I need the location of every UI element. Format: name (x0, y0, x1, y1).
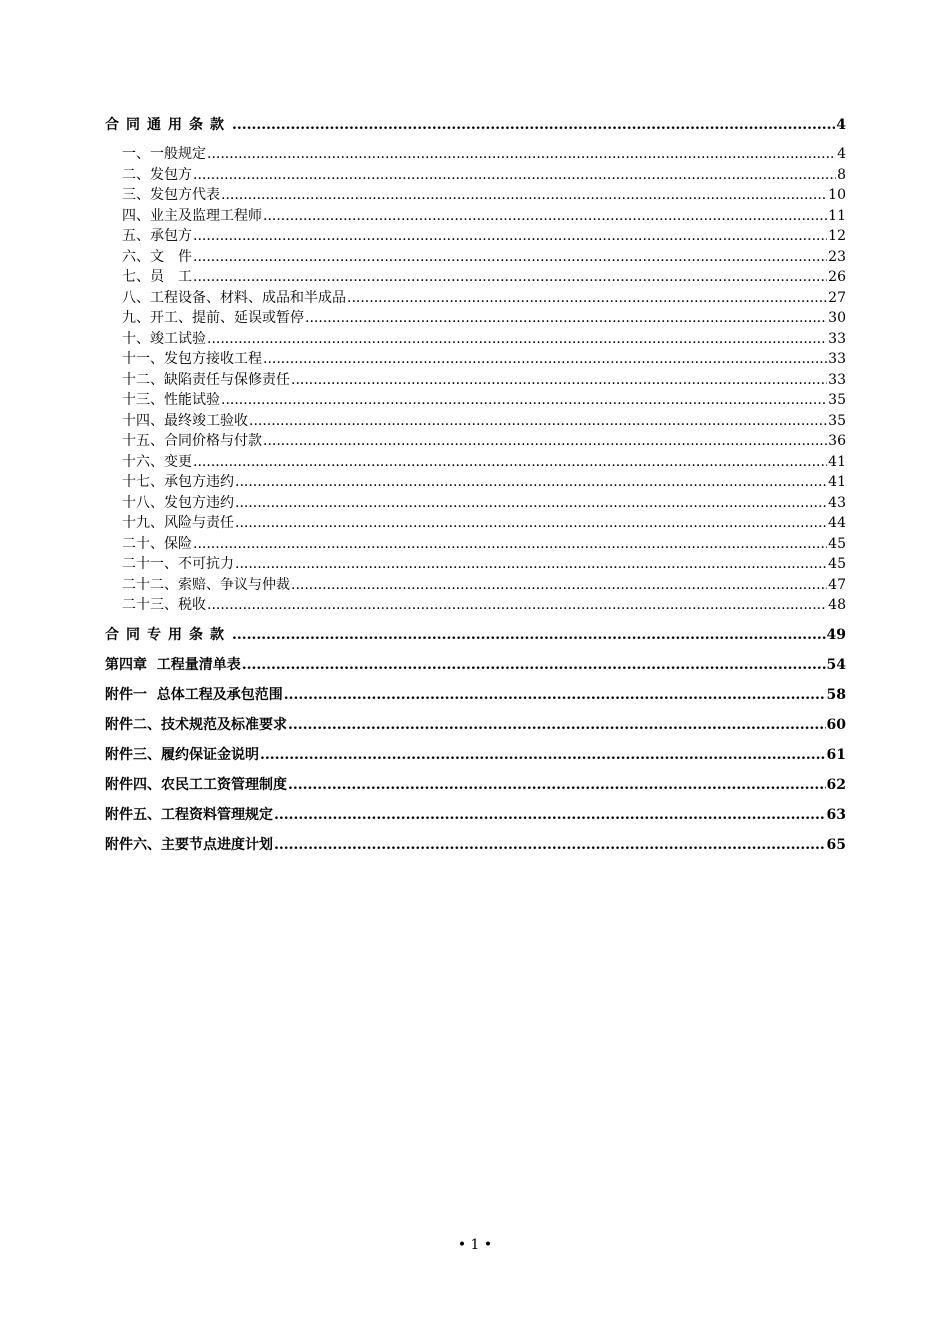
toc-entry-special-clauses[interactable] (105, 624, 846, 646)
toc-entry-page: 49 (826, 626, 846, 643)
toc-dot-leader (193, 452, 827, 473)
toc-entry-annex5[interactable] (105, 804, 846, 826)
toc-entry-title: 附件三、履约保证金说明 (105, 746, 259, 763)
toc-entry[interactable] (105, 431, 846, 452)
toc-entry-page: 8 (837, 166, 846, 183)
toc-entry-page: 35 (828, 392, 846, 408)
toc-entry-title: 十八、发包方违约 (122, 494, 234, 511)
toc-dot-leader (193, 165, 836, 186)
toc-entry-title: 十三、性能试验 (122, 392, 220, 408)
toc-entry[interactable] (105, 329, 846, 350)
toc-dot-leader (235, 554, 827, 575)
toc-entry[interactable] (105, 247, 846, 268)
toc-dot-leader (274, 804, 826, 826)
toc-entry[interactable] (105, 534, 846, 555)
toc-entry-title: 附件六、主要节点进度计划 (105, 836, 273, 853)
toc-entry-title: 五、承包方 (122, 228, 192, 244)
toc-entry-page: 60 (826, 716, 846, 733)
toc-entry-title: 三、发包方代表 (122, 187, 220, 203)
toc-entry-annex6[interactable] (105, 834, 846, 856)
toc-entry-chapter4[interactable] (105, 654, 846, 676)
toc-entry-title: 十九、风险与责任 (122, 515, 234, 531)
toc-dot-leader (284, 684, 826, 706)
toc-dot-leader (242, 654, 826, 676)
toc-entry-title: 二十二、索赔、争议与仲裁 (122, 576, 290, 593)
toc-entry-page: 33 (828, 351, 846, 367)
toc-entry[interactable] (105, 575, 846, 596)
toc-dot-leader (260, 744, 826, 766)
toc-entry-page: 35 (828, 412, 846, 429)
toc-dot-leader (288, 714, 826, 736)
toc-entry-title: 十六、变更 (122, 453, 192, 470)
toc-dot-leader (288, 774, 826, 796)
toc-entry[interactable] (105, 411, 846, 432)
toc-entry-page: 23 (828, 248, 846, 265)
toc-dot-leader (263, 349, 827, 370)
toc-dot-leader (221, 390, 827, 411)
toc-entry-title: 二十三、税收 (122, 597, 206, 613)
toc-dot-leader (193, 534, 827, 555)
toc-dot-leader (235, 513, 827, 534)
toc-entry[interactable] (105, 390, 846, 411)
toc-dot-leader (305, 308, 827, 329)
toc-entry-title: 二、发包方 (122, 166, 192, 183)
toc-entry-page: 11 (828, 207, 846, 224)
toc-entry-title: 八、工程设备、材料、成品和半成品 (122, 289, 346, 306)
toc-entry[interactable] (105, 370, 846, 391)
toc-entry[interactable] (105, 493, 846, 514)
toc-entry-title: 十、竣工试验 (122, 330, 206, 347)
toc-entry[interactable] (105, 452, 846, 473)
toc-dot-leader (347, 288, 827, 309)
toc-entry-title: 九、开工、提前、延误或暂停 (122, 310, 304, 326)
toc-dot-leader (207, 144, 836, 165)
page-number-footer: • 1 • (457, 1237, 493, 1253)
toc-entry-annex2[interactable] (105, 714, 846, 736)
toc-dot-leader (193, 247, 827, 268)
toc-entry-title: 十二、缺陷责任与保修责任 (122, 371, 290, 388)
toc-dot-leader (291, 575, 827, 596)
toc-entry-page: 63 (826, 806, 846, 823)
toc-dot-leader (249, 411, 827, 432)
toc-entry-page: 48 (828, 597, 846, 613)
toc-entry-title: 合同通用条款 (105, 117, 231, 133)
toc-dot-leader (235, 493, 827, 514)
toc-dot-leader (263, 431, 827, 452)
toc-entry-page: 61 (826, 746, 846, 763)
toc-entry[interactable] (105, 165, 846, 186)
toc-dot-leader (232, 624, 826, 646)
toc-entry-title: 四、业主及监理工程师 (122, 207, 262, 224)
toc-entry-title: 附件二、技术规范及标准要求 (105, 716, 287, 733)
toc-entry-page: 62 (826, 776, 846, 793)
toc-entry-page: 47 (828, 576, 846, 593)
toc-dot-leader (193, 267, 827, 288)
toc-entry-page: 45 (828, 535, 846, 552)
toc-entry-page: 65 (826, 836, 846, 853)
toc-entry-general-clauses[interactable] (105, 114, 846, 136)
toc-entry-page: 33 (828, 371, 846, 388)
toc-entry-title: 第四章 工程量清单表 (105, 656, 241, 673)
toc-entry-page: 58 (826, 686, 846, 703)
toc-entry-title: 二十、保险 (122, 535, 192, 552)
toc-entry[interactable] (105, 554, 846, 575)
toc-entry-annex3[interactable] (105, 744, 846, 766)
toc-entry-page: 36 (828, 433, 846, 449)
toc-entry[interactable] (105, 349, 846, 370)
toc-entry-title: 十七、承包方违约 (122, 474, 234, 490)
toc-entry-page: 41 (828, 474, 846, 490)
toc-entry-title: 七、员 工 (122, 269, 192, 285)
toc-entry-page: 26 (828, 269, 846, 285)
table-of-contents (105, 114, 846, 856)
toc-entry-page: 44 (828, 515, 846, 531)
toc-entry-title: 附件四、农民工工资管理制度 (105, 776, 287, 793)
toc-entry-title: 附件五、工程资料管理规定 (105, 806, 273, 823)
toc-dot-leader (193, 226, 827, 247)
toc-entry[interactable] (105, 206, 846, 227)
toc-general-items (105, 144, 846, 616)
toc-entry[interactable] (105, 513, 846, 534)
toc-entry[interactable] (105, 308, 846, 329)
toc-entry[interactable] (105, 144, 846, 165)
toc-entry-annex4[interactable] (105, 774, 846, 796)
toc-entry-title: 六、文 件 (122, 248, 192, 265)
toc-entry[interactable] (105, 472, 846, 493)
toc-dot-leader (263, 206, 827, 227)
toc-entry-page: 12 (828, 228, 846, 244)
toc-dot-leader (235, 472, 827, 493)
toc-entry-page: 4 (837, 146, 846, 162)
toc-entry-title: 十五、合同价格与付款 (122, 433, 262, 449)
toc-entry-page: 4 (836, 117, 846, 133)
toc-entry-page: 43 (828, 494, 846, 511)
toc-entry-page: 10 (828, 187, 846, 203)
toc-dot-leader (207, 595, 827, 616)
toc-entry-title: 十一、发包方接收工程 (122, 351, 262, 367)
toc-entry-page: 54 (826, 656, 846, 673)
toc-entry-title: 附件一 总体工程及承包范围 (105, 686, 283, 703)
toc-dot-leader (232, 114, 835, 136)
toc-entry-page: 30 (828, 310, 846, 326)
toc-entry-title: 二十一、不可抗力 (122, 556, 234, 572)
toc-entry-title: 一、一般规定 (122, 146, 206, 162)
toc-dot-leader (291, 370, 827, 391)
toc-dot-leader (274, 834, 826, 856)
toc-entry-page: 33 (828, 330, 846, 347)
toc-dot-leader (207, 329, 827, 350)
toc-entry[interactable] (105, 288, 846, 309)
toc-entry-title: 合同专用条款 (105, 626, 231, 643)
toc-entry-page: 41 (828, 453, 846, 470)
toc-entry-title: 十四、最终竣工验收 (122, 412, 248, 429)
toc-entry[interactable] (105, 267, 846, 288)
toc-dot-leader (221, 185, 827, 206)
toc-entry[interactable] (105, 595, 846, 616)
toc-entry[interactable] (105, 185, 846, 206)
toc-entry-page: 45 (828, 556, 846, 572)
toc-entry[interactable] (105, 226, 846, 247)
toc-entry-page: 27 (828, 289, 846, 306)
toc-entry-annex1[interactable] (105, 684, 846, 706)
